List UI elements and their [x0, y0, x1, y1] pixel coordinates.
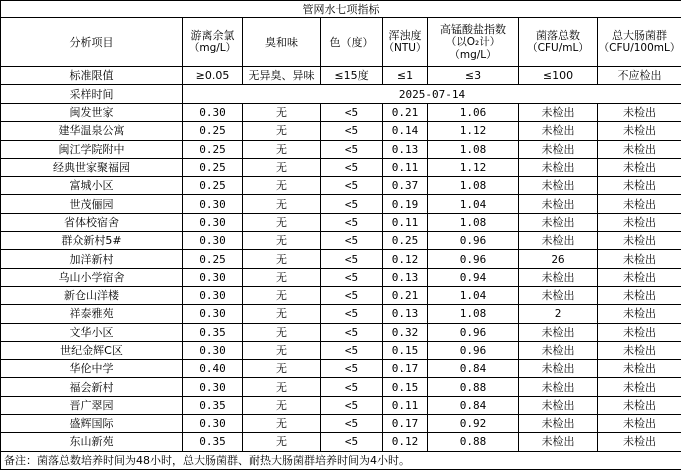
- cell-turbidity: 0.19: [383, 195, 428, 213]
- header-permanganate: [428, 18, 519, 67]
- cell-bacteria: 未检出: [519, 378, 598, 396]
- note-row: [1, 451, 681, 469]
- header-turbidity-name: 浑浊度: [383, 29, 427, 42]
- cell-site: 乌山小学宿舍: [1, 268, 183, 286]
- header-item: 分析项目: [1, 18, 183, 67]
- cell-site: 世茂俪园: [1, 195, 183, 213]
- table-row: [1, 415, 681, 433]
- cell-chlorine: 0.35: [183, 433, 243, 451]
- cell-odor: 无: [243, 378, 321, 396]
- cell-permanganate: 0.84: [428, 360, 519, 378]
- standard-color: ≤15度: [321, 67, 383, 85]
- cell-turbidity: 0.21: [383, 104, 428, 122]
- cell-chlorine: 0.30: [183, 305, 243, 323]
- cell-permanganate: 1.08: [428, 140, 519, 158]
- header-chlorine-name: 游离余氯: [183, 29, 242, 42]
- table-row: [1, 360, 681, 378]
- cell-chlorine: 0.40: [183, 360, 243, 378]
- cell-bacteria: 未检出: [519, 396, 598, 414]
- cell-turbidity: 0.13: [383, 305, 428, 323]
- cell-site: 建华温泉公寓: [1, 122, 183, 140]
- cell-bacteria: 未检出: [519, 268, 598, 286]
- cell-chlorine: 0.25: [183, 250, 243, 268]
- cell-odor: 无: [243, 360, 321, 378]
- cell-odor: 无: [243, 323, 321, 341]
- cell-permanganate: 0.96: [428, 323, 519, 341]
- cell-coliform: 未检出: [598, 158, 681, 176]
- cell-chlorine: 0.25: [183, 122, 243, 140]
- cell-permanganate: 1.12: [428, 158, 519, 176]
- cell-odor: 无: [243, 140, 321, 158]
- cell-site: 经典世家聚福园: [1, 158, 183, 176]
- table-row: [1, 140, 681, 158]
- cell-permanganate: 0.88: [428, 378, 519, 396]
- table-row: [1, 305, 681, 323]
- header-turbidity-unit: （NTU）: [383, 42, 427, 55]
- cell-turbidity: 0.13: [383, 268, 428, 286]
- cell-color: <5: [321, 323, 383, 341]
- header-color: 色（度）: [321, 18, 383, 67]
- header-chlorine: [183, 18, 243, 67]
- cell-odor: 无: [243, 195, 321, 213]
- footnote: 备注：菌落总数培养时间为48小时，总大肠菌群、耐热大肠菌群培养时间为4小时。: [1, 451, 681, 469]
- cell-bacteria: 26: [519, 250, 598, 268]
- cell-chlorine: 0.30: [183, 213, 243, 231]
- sampling-row: [1, 85, 681, 104]
- header-odor: 臭和味: [243, 18, 321, 67]
- cell-odor: 无: [243, 341, 321, 359]
- cell-permanganate: 0.92: [428, 415, 519, 433]
- cell-coliform: 未检出: [598, 104, 681, 122]
- standard-chlorine: ≥0.05: [183, 67, 243, 85]
- cell-permanganate: 1.06: [428, 104, 519, 122]
- cell-permanganate: 0.96: [428, 250, 519, 268]
- cell-turbidity: 0.37: [383, 177, 428, 195]
- cell-coliform: 未检出: [598, 378, 681, 396]
- cell-bacteria: 未检出: [519, 232, 598, 250]
- cell-color: <5: [321, 360, 383, 378]
- standard-row: [1, 67, 681, 85]
- cell-odor: 无: [243, 122, 321, 140]
- cell-turbidity: 0.13: [383, 140, 428, 158]
- header-row: [1, 18, 681, 67]
- cell-color: <5: [321, 177, 383, 195]
- cell-chlorine: 0.30: [183, 415, 243, 433]
- cell-turbidity: 0.17: [383, 360, 428, 378]
- cell-site: 省体校宿舍: [1, 213, 183, 231]
- table-row: [1, 195, 681, 213]
- cell-permanganate: 1.08: [428, 213, 519, 231]
- header-turbidity: [383, 18, 428, 67]
- cell-permanganate: 0.84: [428, 396, 519, 414]
- cell-odor: 无: [243, 250, 321, 268]
- cell-color: <5: [321, 286, 383, 304]
- cell-permanganate: 0.96: [428, 232, 519, 250]
- cell-odor: 无: [243, 177, 321, 195]
- table-row: [1, 286, 681, 304]
- cell-permanganate: 1.08: [428, 305, 519, 323]
- cell-odor: 无: [243, 104, 321, 122]
- cell-site: 祥泰雅苑: [1, 305, 183, 323]
- cell-turbidity: 0.12: [383, 250, 428, 268]
- cell-bacteria: 未检出: [519, 341, 598, 359]
- cell-bacteria: 未检出: [519, 104, 598, 122]
- cell-coliform: 未检出: [598, 396, 681, 414]
- header-permanganate-name: 高锰酸盐指数: [428, 23, 518, 36]
- cell-turbidity: 0.11: [383, 396, 428, 414]
- header-bacteria-unit: （CFU/mL）: [519, 42, 597, 55]
- sampling-label: 采样时间: [1, 85, 183, 104]
- cell-coliform: 未检出: [598, 305, 681, 323]
- cell-chlorine: 0.35: [183, 396, 243, 414]
- cell-coliform: 未检出: [598, 415, 681, 433]
- cell-color: <5: [321, 433, 383, 451]
- cell-bacteria: 未检出: [519, 195, 598, 213]
- cell-site: 闽发世家: [1, 104, 183, 122]
- cell-site: 东山新苑: [1, 433, 183, 451]
- cell-site: 群众新村5#: [1, 232, 183, 250]
- cell-odor: 无: [243, 305, 321, 323]
- cell-chlorine: 0.30: [183, 286, 243, 304]
- cell-permanganate: 1.04: [428, 195, 519, 213]
- cell-site: 晋广翠园: [1, 396, 183, 414]
- standard-permanganate: ≤3: [428, 67, 519, 85]
- cell-color: <5: [321, 415, 383, 433]
- cell-bacteria: 未检出: [519, 286, 598, 304]
- cell-color: <5: [321, 158, 383, 176]
- header-coliform-name: 总大肠菌群: [598, 29, 681, 42]
- cell-turbidity: 0.11: [383, 158, 428, 176]
- cell-color: <5: [321, 122, 383, 140]
- table-row: [1, 341, 681, 359]
- cell-bacteria: 2: [519, 305, 598, 323]
- cell-color: <5: [321, 305, 383, 323]
- table-row: [1, 232, 681, 250]
- cell-odor: 无: [243, 415, 321, 433]
- cell-site: 福会新村: [1, 378, 183, 396]
- cell-site: 华伦中学: [1, 360, 183, 378]
- cell-color: <5: [321, 104, 383, 122]
- table-row: [1, 177, 681, 195]
- table-row: [1, 104, 681, 122]
- sampling-date: 2025-07-14: [183, 85, 681, 104]
- cell-coliform: 未检出: [598, 232, 681, 250]
- cell-turbidity: 0.11: [383, 213, 428, 231]
- cell-chlorine: 0.25: [183, 177, 243, 195]
- cell-permanganate: 1.08: [428, 177, 519, 195]
- cell-coliform: 未检出: [598, 195, 681, 213]
- cell-chlorine: 0.35: [183, 323, 243, 341]
- cell-permanganate: 0.88: [428, 433, 519, 451]
- cell-turbidity: 0.14: [383, 122, 428, 140]
- cell-permanganate: 1.04: [428, 286, 519, 304]
- cell-turbidity: 0.32: [383, 323, 428, 341]
- cell-coliform: 未检出: [598, 122, 681, 140]
- cell-coliform: 未检出: [598, 213, 681, 231]
- standard-coliform: 不应检出: [598, 67, 681, 85]
- header-bacteria-name: 菌落总数: [519, 29, 597, 42]
- cell-color: <5: [321, 396, 383, 414]
- cell-bacteria: 未检出: [519, 140, 598, 158]
- table-row: [1, 433, 681, 451]
- cell-coliform: 未检出: [598, 177, 681, 195]
- header-coliform-unit: （CFU/100mL）: [598, 42, 681, 55]
- cell-color: <5: [321, 213, 383, 231]
- standard-turbidity: ≤1: [383, 67, 428, 85]
- cell-turbidity: 0.25: [383, 232, 428, 250]
- cell-turbidity: 0.15: [383, 341, 428, 359]
- cell-chlorine: 0.30: [183, 378, 243, 396]
- cell-color: <5: [321, 232, 383, 250]
- cell-turbidity: 0.21: [383, 286, 428, 304]
- standard-odor: 无异臭、异味: [243, 67, 321, 85]
- cell-permanganate: 1.12: [428, 122, 519, 140]
- cell-color: <5: [321, 341, 383, 359]
- cell-chlorine: 0.30: [183, 268, 243, 286]
- cell-bacteria: 未检出: [519, 158, 598, 176]
- cell-site: 富城小区: [1, 177, 183, 195]
- table-title: 管网水七项指标: [1, 1, 681, 18]
- table-row: [1, 158, 681, 176]
- cell-bacteria: 未检出: [519, 415, 598, 433]
- header-permanganate-basis: （以O₂计）: [428, 36, 518, 49]
- header-bacteria: [519, 18, 598, 67]
- table-row: [1, 268, 681, 286]
- cell-turbidity: 0.17: [383, 415, 428, 433]
- cell-coliform: 未检出: [598, 268, 681, 286]
- cell-color: <5: [321, 195, 383, 213]
- cell-color: <5: [321, 268, 383, 286]
- cell-odor: 无: [243, 158, 321, 176]
- cell-bacteria: 未检出: [519, 323, 598, 341]
- header-coliform: [598, 18, 681, 67]
- standard-bacteria: ≤100: [519, 67, 598, 85]
- cell-coliform: 未检出: [598, 341, 681, 359]
- cell-color: <5: [321, 378, 383, 396]
- table-row: [1, 122, 681, 140]
- cell-color: <5: [321, 140, 383, 158]
- cell-bacteria: 未检出: [519, 433, 598, 451]
- cell-chlorine: 0.30: [183, 195, 243, 213]
- cell-site: 盛辉国际: [1, 415, 183, 433]
- cell-site: 加洋新村: [1, 250, 183, 268]
- cell-turbidity: 0.12: [383, 433, 428, 451]
- cell-coliform: 未检出: [598, 360, 681, 378]
- cell-coliform: 未检出: [598, 433, 681, 451]
- cell-coliform: 未检出: [598, 323, 681, 341]
- cell-bacteria: 未检出: [519, 122, 598, 140]
- standard-label: 标准限值: [1, 67, 183, 85]
- cell-chlorine: 0.25: [183, 140, 243, 158]
- cell-site: 新仓山洋楼: [1, 286, 183, 304]
- cell-site: 文华小区: [1, 323, 183, 341]
- table-row: [1, 250, 681, 268]
- cell-odor: 无: [243, 286, 321, 304]
- cell-odor: 无: [243, 213, 321, 231]
- header-permanganate-unit: （mg/L）: [428, 49, 518, 62]
- cell-odor: 无: [243, 268, 321, 286]
- cell-odor: 无: [243, 232, 321, 250]
- cell-chlorine: 0.30: [183, 232, 243, 250]
- cell-bacteria: 未检出: [519, 213, 598, 231]
- cell-bacteria: 未检出: [519, 360, 598, 378]
- cell-chlorine: 0.30: [183, 104, 243, 122]
- cell-site: 世纪金辉C区: [1, 341, 183, 359]
- table-row: [1, 213, 681, 231]
- cell-color: <5: [321, 250, 383, 268]
- cell-bacteria: 未检出: [519, 177, 598, 195]
- header-chlorine-unit: （mg/L）: [183, 42, 242, 55]
- cell-chlorine: 0.25: [183, 158, 243, 176]
- cell-coliform: 未检出: [598, 140, 681, 158]
- cell-chlorine: 0.30: [183, 341, 243, 359]
- cell-permanganate: 0.94: [428, 268, 519, 286]
- cell-permanganate: 0.96: [428, 341, 519, 359]
- cell-site: 闽江学院附中: [1, 140, 183, 158]
- cell-coliform: 未检出: [598, 250, 681, 268]
- cell-coliform: 未检出: [598, 286, 681, 304]
- cell-odor: 无: [243, 433, 321, 451]
- table-row: [1, 323, 681, 341]
- table-row: [1, 396, 681, 414]
- cell-turbidity: 0.15: [383, 378, 428, 396]
- cell-odor: 无: [243, 396, 321, 414]
- table-row: [1, 378, 681, 396]
